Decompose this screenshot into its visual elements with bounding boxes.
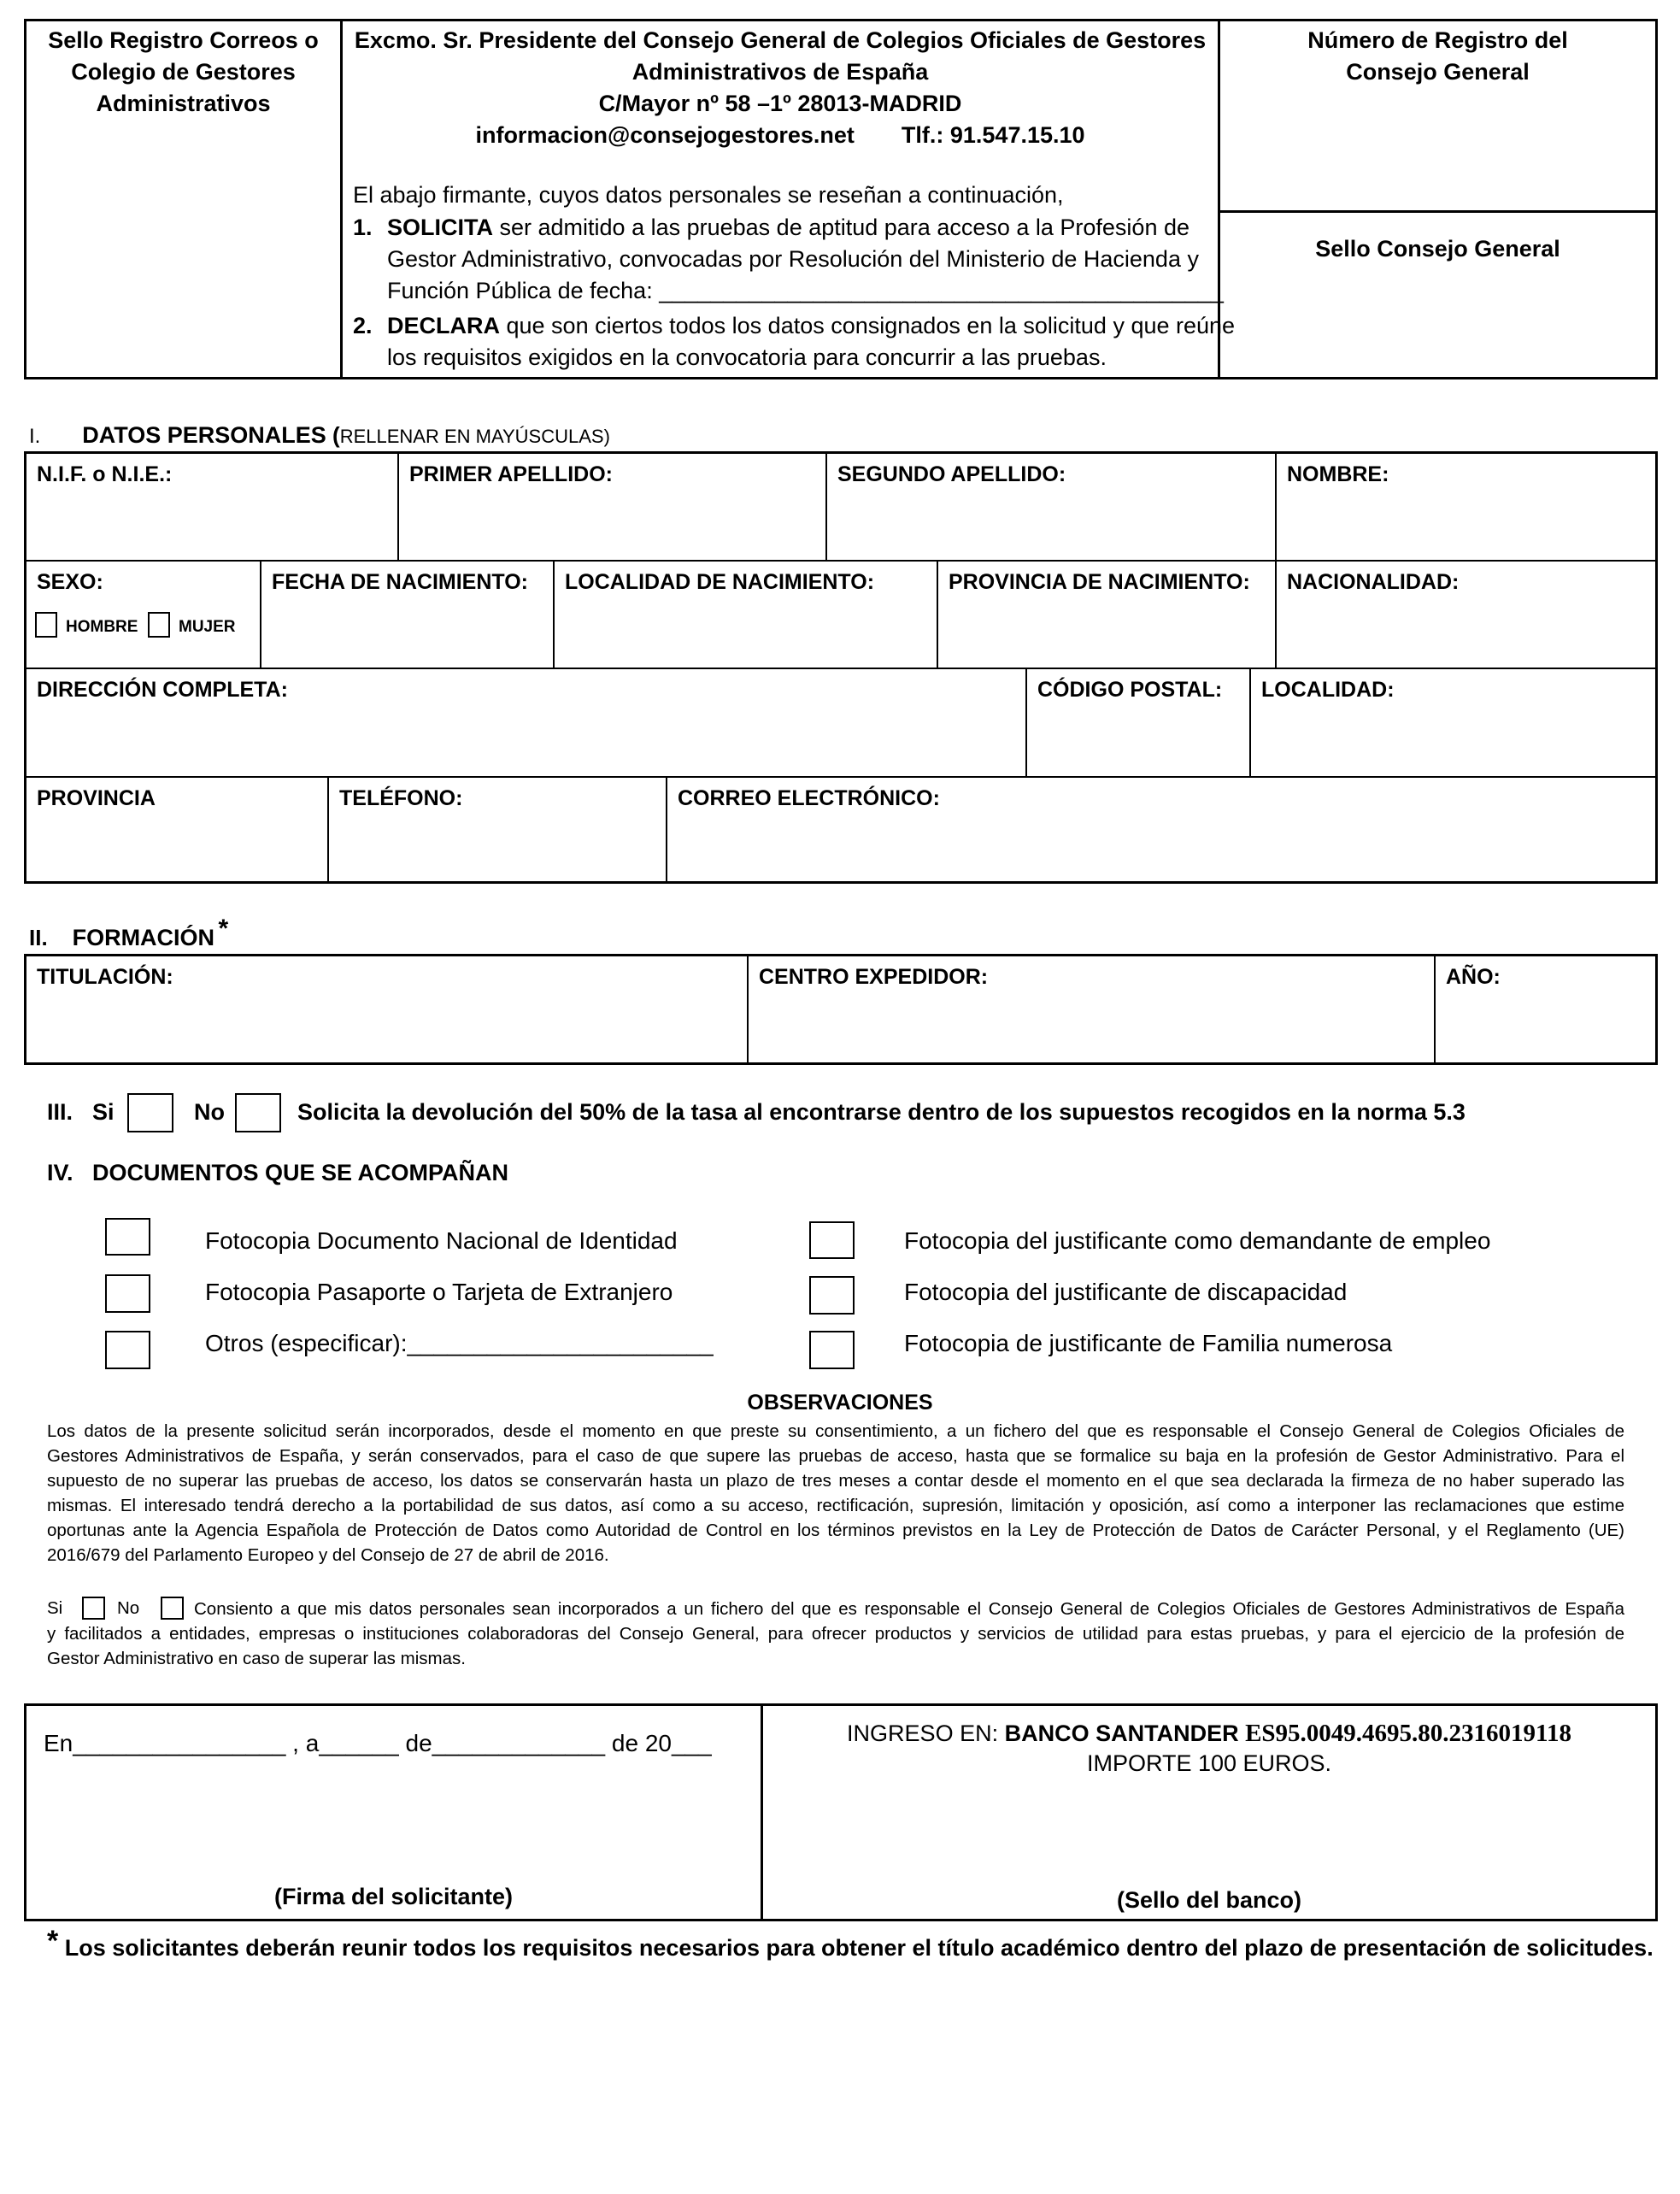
field-label: CÓDIGO POSTAL: <box>1037 678 1223 702</box>
item2-keyword: DECLARA <box>387 313 500 338</box>
section-4-title: DOCUMENTOS QUE SE ACOMPAÑAN <box>92 1160 509 1185</box>
document-checkbox[interactable] <box>809 1331 855 1369</box>
header-table <box>24 19 1658 379</box>
section-2-heading <box>29 915 229 952</box>
observations-line: 2016/679 del Parlamento Europeo y del Consejo de 27 de abril de 2016. <box>47 1545 609 1565</box>
bank-line <box>763 1720 1655 1748</box>
observations-text <box>47 1419 1624 1568</box>
personal-data-table <box>24 451 1658 884</box>
stamp-cell-line: Sello Registro Correos o <box>48 27 319 53</box>
addressee-block <box>343 25 1218 151</box>
consent-line: Consiento a que mis datos personales sean incorporados a un fichero del que es responsable el Consejo General de Colegios Oficiales de Gestores Administrativos de España <box>194 1599 1624 1619</box>
observations-line: Gestores Administrativos de España, y serán conservados, para el caso de que supere las pruebas de acceso, hasta que se formalice su baja en la profesión de Gestor Administrativo. Para el <box>47 1446 1624 1466</box>
province-field[interactable] <box>26 778 329 881</box>
field-label: SEGUNDO APELLIDO: <box>837 462 1066 486</box>
observations-line: oportunas ante la Agencia Española de Protección de Datos como Autoridad de Control en los términos previstos en la Ley de Protección de Datos de Carácter Personal, y el Reglamento (UE) <box>47 1521 1624 1540</box>
refund-yes-label: Si <box>92 1099 115 1125</box>
contact-phone: Tlf.: 91.547.15.10 <box>901 122 1085 148</box>
observations-line: supuesto de no superar las pruebas de acceso, los datos se conservarán hasta un plazo de tres meses a contar desde el momento en el que sea declarada la firmeza de no haber superado las <box>47 1471 1624 1491</box>
item-number: 1. <box>353 215 373 240</box>
consent-yes-label: Si <box>47 1598 63 1618</box>
item2-text: que son ciertos todos los datos consignados en la solicitud y que reúne <box>500 313 1236 338</box>
sex-field <box>26 562 261 669</box>
document-checkbox[interactable] <box>105 1274 150 1313</box>
town-field[interactable] <box>1251 669 1655 778</box>
post-office-stamp-cell <box>26 21 343 377</box>
document-label: Fotocopia de justificante de Familia numerosa <box>904 1330 1393 1356</box>
birth-province-field[interactable] <box>938 562 1277 669</box>
document-checkbox[interactable] <box>105 1331 150 1369</box>
observations-line: mismas. El interesado tendrá derecho a la portabilidad de sus datos, así como a su acceso, rectificación, supresión, limitación y oposición, así como a interponer las reclamaciones que estime <box>47 1496 1624 1515</box>
field-label: NOMBRE: <box>1287 462 1389 486</box>
section-number: I. <box>29 425 41 448</box>
field-label: LOCALIDAD: <box>1261 678 1395 702</box>
addressee-cell <box>343 21 1236 377</box>
document-label: Fotocopia del justificante de discapacidad <box>904 1279 1348 1305</box>
observations-line: Los datos de la presente solicitud serán incorporados, desde el momento en que preste su consentimiento, a un fichero del que es responsable el Consejo General de Colegios Oficiales de <box>47 1421 1624 1441</box>
place-date-line: En________________ , a______ de_____________ de 20___ <box>44 1730 712 1756</box>
amount-text: IMPORTE 100 EUROS. <box>1086 1750 1332 1776</box>
birth-date-field[interactable] <box>261 562 555 669</box>
addressee-line: Administrativos de España <box>631 59 929 85</box>
section-title: FORMACIÓN <box>72 925 215 950</box>
section-title: DATOS PERSONALES <box>82 422 326 448</box>
phone-field[interactable] <box>329 778 667 881</box>
field-label: PROVINCIA DE NACIMIENTO: <box>949 570 1250 594</box>
council-stamp-box: Sello Consejo General <box>1315 236 1560 262</box>
field-label: N.I.F. o N.I.E.: <box>37 462 173 486</box>
field-label: CORREO ELECTRÓNICO: <box>678 786 940 810</box>
education-table <box>24 954 1658 1065</box>
registry-number-box <box>1220 25 1655 213</box>
female-label: MUJER <box>179 618 236 636</box>
consent-no-label: No <box>117 1598 140 1618</box>
section-number: II. <box>29 925 48 950</box>
year-field[interactable] <box>1436 956 1655 1062</box>
observations-title: OBSERVACIONES <box>747 1391 933 1415</box>
document-other-label: Otros (especificar):_______________________ <box>205 1330 714 1356</box>
consent-no-checkbox[interactable] <box>161 1597 184 1620</box>
item1-line-2: Gestor Administrativo, convocadas por Resolución del Ministerio de Hacienda y <box>387 246 1199 272</box>
document-label: Fotocopia Pasaporte o Tarjeta de Extranjero <box>205 1279 673 1305</box>
consent-text <box>47 1621 1624 1671</box>
first-surname-field[interactable] <box>399 454 827 562</box>
note-paren: ( <box>326 422 340 448</box>
second-surname-field[interactable] <box>827 454 1277 562</box>
field-label: LOCALIDAD DE NACIMIENTO: <box>565 570 875 594</box>
field-label: TITULACIÓN: <box>37 965 173 989</box>
stamp-cell-line: Administrativos <box>96 91 271 116</box>
section-1-heading <box>29 422 610 449</box>
document-checkbox[interactable] <box>105 1218 150 1256</box>
registry-line: Número de Registro del <box>1307 27 1568 53</box>
field-label: FECHA DE NACIMIENTO: <box>272 570 528 594</box>
field-label: AÑO: <box>1446 965 1501 989</box>
refund-no-checkbox[interactable] <box>235 1093 281 1132</box>
refund-yes-checkbox[interactable] <box>127 1093 173 1132</box>
field-label: PRIMER APELLIDO: <box>409 462 613 486</box>
item1-keyword: SOLICITA <box>387 215 493 240</box>
consent-text-first <box>194 1597 1624 1621</box>
field-label: NACIONALIDAD: <box>1287 570 1460 594</box>
bank-name: BANCO SANTANDER <box>1004 1720 1246 1746</box>
male-checkbox[interactable] <box>35 612 57 638</box>
contact-email: informacion@consejogestores.net <box>475 122 855 148</box>
signature-payment-table <box>24 1703 1658 1921</box>
field-label: PROVINCIA <box>37 786 156 810</box>
document-checkbox[interactable] <box>809 1276 855 1315</box>
female-checkbox[interactable] <box>148 612 170 638</box>
item2-line <box>387 310 1235 342</box>
stamp-cell-line: Colegio de Gestores <box>71 59 296 85</box>
consent-line: Gestor Administrativo en caso de superar las mismas. <box>47 1649 466 1668</box>
male-label: HOMBRE <box>66 618 138 636</box>
item-number: 2. <box>353 313 373 338</box>
footnote-asterisk: * <box>47 1925 59 1957</box>
field-label: DIRECCIÓN COMPLETA: <box>37 678 288 702</box>
iban-number: ES95.0049.4695.80.2316019118 <box>1245 1720 1571 1747</box>
consent-line: y facilitados a entidades, empresas o instituciones colaboradoras del Consejo General, para ofrecer productos y servicios de utilidad para estas pruebas, y para el ejercicio de la profesión de <box>47 1624 1624 1644</box>
signature-caption: (Firma del solicitante) <box>273 1884 514 1909</box>
document-label: Fotocopia Documento Nacional de Identidad <box>205 1227 678 1254</box>
section-4-number: IV. <box>47 1160 73 1185</box>
footnote-text: Los solicitantes deberán reunir todos los requisitos necesarios para obtener el título académico dentro del plazo de presentación de solicitudes. <box>58 1935 1654 1961</box>
council-cell <box>1220 21 1655 377</box>
addressee-line: Excmo. Sr. Presidente del Consejo General de Colegios Oficiales de Gestores <box>354 27 1207 53</box>
item1-text: ser admitido a las pruebas de aptitud para acceso a la Profesión de <box>493 215 1190 240</box>
nationality-field[interactable] <box>1277 562 1655 669</box>
field-label: TELÉFONO: <box>339 786 463 810</box>
issuing-center-field[interactable] <box>749 956 1436 1062</box>
field-label: SEXO: <box>37 570 103 594</box>
field-label: CENTRO EXPEDIDOR: <box>759 965 989 989</box>
document-label: Fotocopia del justificante como demandante de empleo <box>904 1227 1491 1254</box>
degree-field[interactable] <box>26 956 749 1062</box>
item1-line <box>387 212 1190 244</box>
refund-no-label: No <box>194 1099 225 1125</box>
addressee-line: C/Mayor nº 58 –1º 28013-MADRID <box>598 91 962 116</box>
bank-stamp-caption: (Sello del banco) <box>1116 1887 1302 1913</box>
intro-text: El abajo firmante, cuyos datos personales se reseñan a continuación, <box>353 182 1064 208</box>
signature-cell[interactable] <box>26 1706 763 1919</box>
section-3-number: III. <box>47 1099 73 1125</box>
asterisk-mark: * <box>218 915 229 943</box>
footnote <box>47 1925 1654 1963</box>
address-field[interactable] <box>26 669 1027 778</box>
declaration-item <box>353 310 1236 374</box>
birth-town-field[interactable] <box>555 562 938 669</box>
nif-field[interactable] <box>26 454 399 562</box>
contact-line <box>343 120 1218 151</box>
item2-line-2: los requisitos exigidos en la convocatoria para concurrir a las pruebas. <box>387 344 1107 370</box>
document-checkbox[interactable] <box>809 1221 855 1259</box>
section-note: RELLENAR EN MAYÚSCULAS) <box>339 426 610 447</box>
consent-yes-checkbox[interactable] <box>82 1597 105 1620</box>
registry-line: Consejo General <box>1346 59 1530 85</box>
bank-cell <box>763 1706 1655 1919</box>
ingreso-label: INGRESO EN: <box>847 1720 1005 1746</box>
postal-code-field[interactable] <box>1027 669 1251 778</box>
item1-line-3: Función Pública de fecha: ____________________________________________ <box>387 278 1224 303</box>
request-item <box>353 212 1224 307</box>
refund-text: Solicita la devolución del 50% de la tasa al encontrarse dentro de los supuestos recogidos en la norma 5.3 <box>297 1099 1466 1125</box>
email-field[interactable] <box>667 778 1655 881</box>
name-field[interactable] <box>1277 454 1655 562</box>
